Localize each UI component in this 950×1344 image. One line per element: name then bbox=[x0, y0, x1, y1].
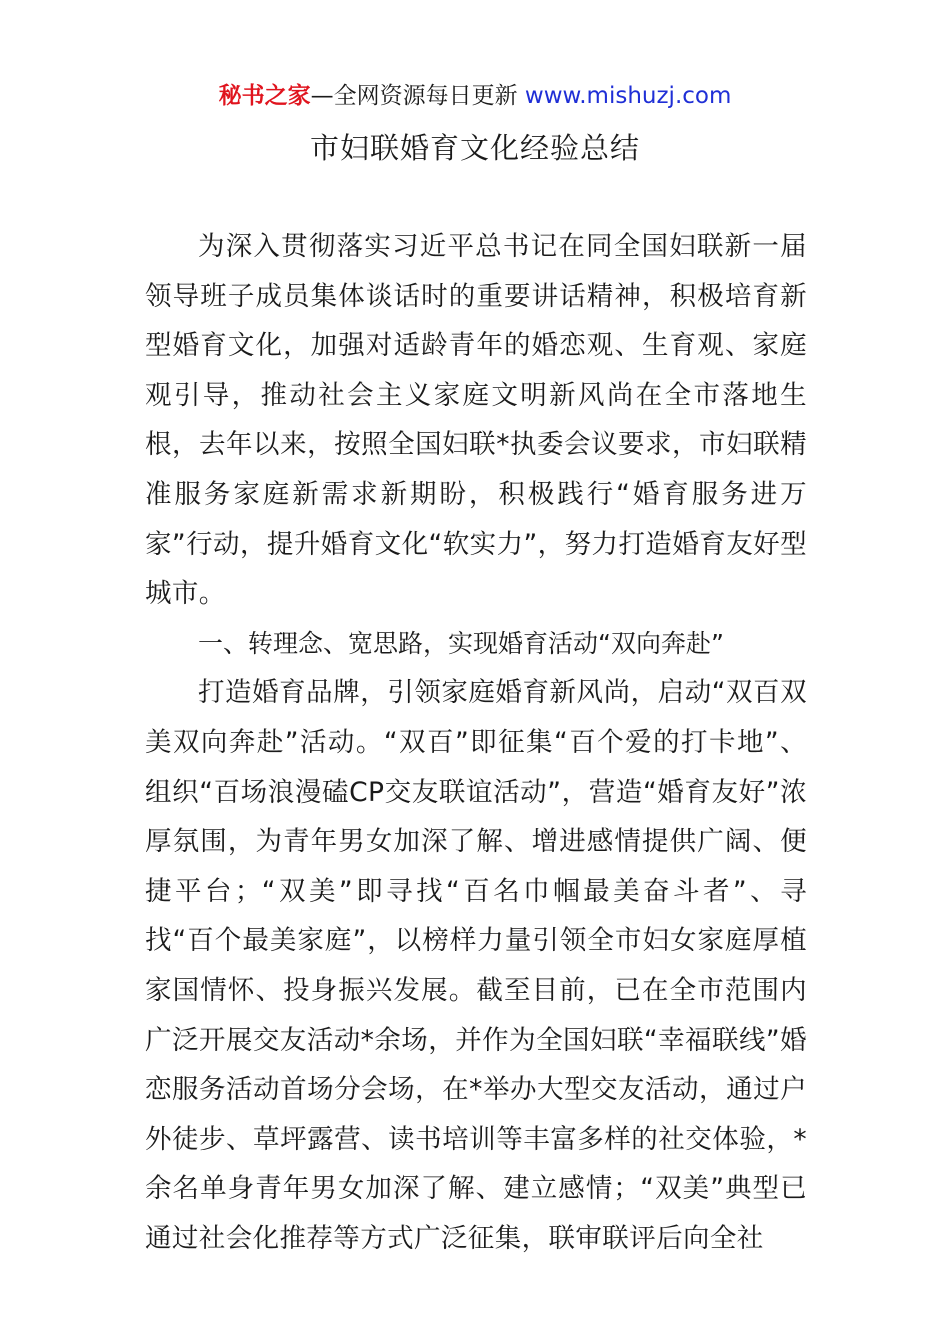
site-tagline: —全网资源每日更新 bbox=[310, 83, 518, 109]
section-paragraph: 打造婚育品牌，引领家庭婚育新风尚，启动“双百双美双向奔赴”活动。“双百”即征集“百个爱的打卡地”、组织“百场浪漫磕CP交友联谊活动”，营造“婚育友好”浓厚氛围，为青年男女加深了解、增进感情提供广阔、便捷平台；“双美”即寻找“百名巾帼最美奋斗者”、寻找“百个最美家庭”，以榜样力量引领全市妇女家庭厚植家国情怀、投身振兴发展。截至目前，已在全市范围内广泛开展交友活动*余场，并作为全国妇联“幸福联线”婚恋服务活动首场分会场，在*举办大型交友活动，通过户外徒步、草坪露营、读书培训等丰富多样的社交体验，*余名单身青年男女加深了解、建立感情；“双美”典型已通过社会化推荐等方式广泛征集，联审联评后向全社 bbox=[145, 677, 807, 1254]
site-brand: 秘书之家 bbox=[218, 83, 311, 109]
section-heading: 一、转理念、宽思路，实现婚育活动“双向奔赴” bbox=[198, 628, 724, 658]
site-header bbox=[0, 80, 950, 112]
site-url-link[interactable]: www.mishuzj.com bbox=[524, 83, 732, 109]
intro-paragraph: 为深入贯彻落实习近平总书记在同全国妇联新一届领导班子成员集体谈话时的重要讲话精神，积极培育新型婚育文化，加强对适龄青年的婚恋观、生育观、家庭观引导，推动社会主义家庭文明新风尚在全市落地生根，去年以来，按照全国妇联*执委会议要求，市妇联精准服务家庭新需求新期盼，积极践行“婚育服务进万家”行动，提升婚育文化“软实力”，努力打造婚育友好型城市。 bbox=[145, 231, 807, 610]
document-body bbox=[145, 222, 807, 1263]
document-title: 市妇联婚育文化经验总结 bbox=[309, 131, 640, 165]
